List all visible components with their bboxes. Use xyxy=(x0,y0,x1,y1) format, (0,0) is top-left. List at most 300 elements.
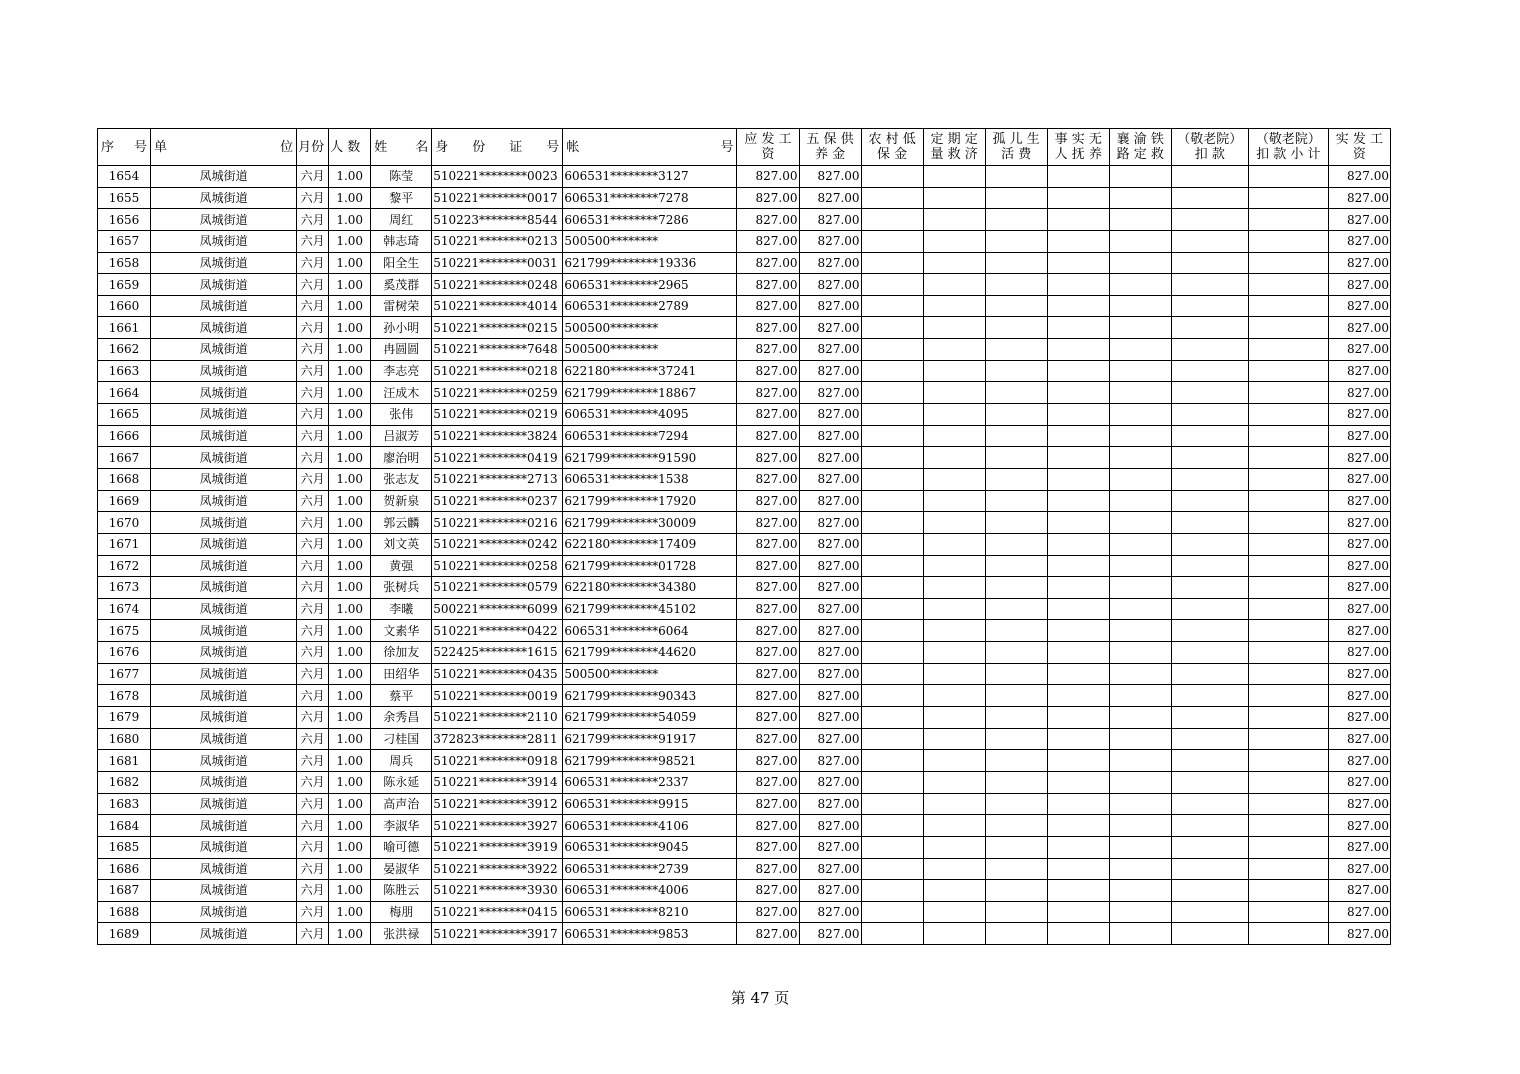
cell-seq: 1686 xyxy=(98,858,151,880)
col-nursing-deduct: （敬老院） 扣 款 xyxy=(1171,129,1248,166)
cell-nursing-deduct xyxy=(1171,901,1248,923)
cell-rural-dibao xyxy=(861,598,923,620)
cell-id: 510221********2110 xyxy=(432,707,563,729)
cell-id: 510221********3927 xyxy=(432,815,563,837)
cell-salary-due: 827.00 xyxy=(737,339,799,361)
cell-nursing-deduct-subtotal xyxy=(1248,166,1328,188)
cell-orphan-living xyxy=(985,663,1047,685)
cell-salary-paid: 827.00 xyxy=(1328,642,1390,664)
cell-salary-paid: 827.00 xyxy=(1328,880,1390,902)
cell-rural-dibao xyxy=(861,274,923,296)
cell-salary-due: 827.00 xyxy=(737,923,799,945)
cell-month: 六月 xyxy=(297,166,329,188)
cell-name: 蔡平 xyxy=(371,685,432,707)
cell-unit: 凤城街道 xyxy=(151,425,297,447)
cell-account: 606531********6064 xyxy=(563,620,737,642)
cell-month: 六月 xyxy=(297,339,329,361)
cell-name: 高声治 xyxy=(371,793,432,815)
cell-account: 606531********4006 xyxy=(563,880,737,902)
cell-salary-due: 827.00 xyxy=(737,728,799,750)
cell-salary-paid: 827.00 xyxy=(1328,555,1390,577)
cell-month: 六月 xyxy=(297,209,329,231)
cell-xiangyu-rail xyxy=(1109,295,1171,317)
col-de-facto: 事 实 无 人 抚 养 xyxy=(1047,129,1109,166)
col-id: 身 份 证 号 xyxy=(432,129,563,166)
table-row xyxy=(98,468,1391,490)
cell-rural-dibao xyxy=(861,295,923,317)
cell-unit: 凤城街道 xyxy=(151,707,297,729)
cell-nursing-deduct xyxy=(1171,923,1248,945)
cell-salary-due: 827.00 xyxy=(737,620,799,642)
header-row xyxy=(98,129,1391,166)
cell-rural-dibao xyxy=(861,360,923,382)
cell-salary-paid: 827.00 xyxy=(1328,468,1390,490)
table-row xyxy=(98,425,1391,447)
cell-de-facto xyxy=(1047,166,1109,188)
cell-salary-paid: 827.00 xyxy=(1328,447,1390,469)
cell-account: 621799********01728 xyxy=(563,555,737,577)
cell-de-facto xyxy=(1047,620,1109,642)
cell-rural-dibao xyxy=(861,533,923,555)
cell-wubao: 827.00 xyxy=(799,274,861,296)
cell-salary-paid: 827.00 xyxy=(1328,707,1390,729)
cell-name: 晏淑华 xyxy=(371,858,432,880)
cell-unit: 凤城街道 xyxy=(151,858,297,880)
cell-nursing-deduct-subtotal xyxy=(1248,360,1328,382)
cell-salary-due: 827.00 xyxy=(737,750,799,772)
cell-name: 徐加友 xyxy=(371,642,432,664)
cell-de-facto xyxy=(1047,836,1109,858)
table-row xyxy=(98,663,1391,685)
cell-account: 621799********19336 xyxy=(563,252,737,274)
cell-account: 606531********4095 xyxy=(563,404,737,426)
cell-persons: 1.00 xyxy=(329,750,371,772)
cell-nursing-deduct xyxy=(1171,858,1248,880)
cell-orphan-living xyxy=(985,360,1047,382)
cell-month: 六月 xyxy=(297,468,329,490)
table-row xyxy=(98,295,1391,317)
cell-unit: 凤城街道 xyxy=(151,447,297,469)
cell-salary-paid: 827.00 xyxy=(1328,230,1390,252)
cell-salary-paid: 827.00 xyxy=(1328,339,1390,361)
cell-wubao: 827.00 xyxy=(799,339,861,361)
col-month: 月份 xyxy=(297,129,329,166)
cell-rural-dibao xyxy=(861,858,923,880)
cell-xiangyu-rail xyxy=(1109,901,1171,923)
cell-name: 刘文英 xyxy=(371,533,432,555)
col-unit: 单 位 xyxy=(151,129,297,166)
cell-xiangyu-rail xyxy=(1109,923,1171,945)
cell-name: 张树兵 xyxy=(371,577,432,599)
col-wubao: 五 保 供 养 金 xyxy=(799,129,861,166)
cell-persons: 1.00 xyxy=(329,512,371,534)
cell-xiangyu-rail xyxy=(1109,663,1171,685)
cell-unit: 凤城街道 xyxy=(151,620,297,642)
cell-month: 六月 xyxy=(297,512,329,534)
cell-account: 606531********7278 xyxy=(563,187,737,209)
cell-nursing-deduct xyxy=(1171,685,1248,707)
cell-nursing-deduct-subtotal xyxy=(1248,923,1328,945)
cell-unit: 凤城街道 xyxy=(151,382,297,404)
cell-month: 六月 xyxy=(297,685,329,707)
cell-nursing-deduct xyxy=(1171,620,1248,642)
cell-salary-paid: 827.00 xyxy=(1328,252,1390,274)
cell-rural-dibao xyxy=(861,468,923,490)
cell-fixed-relief xyxy=(923,858,985,880)
cell-unit: 凤城街道 xyxy=(151,771,297,793)
cell-fixed-relief xyxy=(923,166,985,188)
table-row xyxy=(98,620,1391,642)
cell-salary-due: 827.00 xyxy=(737,252,799,274)
cell-nursing-deduct-subtotal xyxy=(1248,317,1328,339)
cell-month: 六月 xyxy=(297,771,329,793)
cell-rural-dibao xyxy=(861,490,923,512)
cell-account: 606531********4106 xyxy=(563,815,737,837)
cell-salary-due: 827.00 xyxy=(737,815,799,837)
cell-xiangyu-rail xyxy=(1109,187,1171,209)
cell-salary-due: 827.00 xyxy=(737,187,799,209)
cell-nursing-deduct-subtotal xyxy=(1248,555,1328,577)
cell-unit: 凤城街道 xyxy=(151,728,297,750)
cell-unit: 凤城街道 xyxy=(151,555,297,577)
cell-name: 张志友 xyxy=(371,468,432,490)
cell-salary-due: 827.00 xyxy=(737,209,799,231)
cell-month: 六月 xyxy=(297,901,329,923)
cell-xiangyu-rail xyxy=(1109,468,1171,490)
cell-persons: 1.00 xyxy=(329,555,371,577)
cell-wubao: 827.00 xyxy=(799,815,861,837)
cell-orphan-living xyxy=(985,404,1047,426)
cell-account: 606531********7286 xyxy=(563,209,737,231)
cell-account: 621799********44620 xyxy=(563,642,737,664)
cell-nursing-deduct xyxy=(1171,360,1248,382)
cell-nursing-deduct-subtotal xyxy=(1248,793,1328,815)
cell-xiangyu-rail xyxy=(1109,642,1171,664)
cell-seq: 1670 xyxy=(98,512,151,534)
cell-de-facto xyxy=(1047,512,1109,534)
cell-fixed-relief xyxy=(923,360,985,382)
cell-de-facto xyxy=(1047,728,1109,750)
cell-rural-dibao xyxy=(861,620,923,642)
cell-fixed-relief xyxy=(923,901,985,923)
cell-id: 510221********0422 xyxy=(432,620,563,642)
table-row xyxy=(98,598,1391,620)
cell-de-facto xyxy=(1047,382,1109,404)
cell-salary-due: 827.00 xyxy=(737,901,799,923)
cell-name: 周红 xyxy=(371,209,432,231)
cell-fixed-relief xyxy=(923,274,985,296)
cell-account: 606531********3127 xyxy=(563,166,737,188)
cell-account: 606531********9045 xyxy=(563,836,737,858)
cell-orphan-living xyxy=(985,187,1047,209)
cell-xiangyu-rail xyxy=(1109,577,1171,599)
cell-seq: 1683 xyxy=(98,793,151,815)
cell-persons: 1.00 xyxy=(329,382,371,404)
cell-nursing-deduct xyxy=(1171,771,1248,793)
cell-account: 621799********54059 xyxy=(563,707,737,729)
cell-month: 六月 xyxy=(297,382,329,404)
cell-salary-paid: 827.00 xyxy=(1328,685,1390,707)
cell-xiangyu-rail xyxy=(1109,404,1171,426)
cell-name: 廖治明 xyxy=(371,447,432,469)
cell-name: 李志亮 xyxy=(371,360,432,382)
cell-persons: 1.00 xyxy=(329,858,371,880)
cell-salary-paid: 827.00 xyxy=(1328,317,1390,339)
cell-wubao: 827.00 xyxy=(799,252,861,274)
cell-persons: 1.00 xyxy=(329,663,371,685)
cell-unit: 凤城街道 xyxy=(151,533,297,555)
cell-fixed-relief xyxy=(923,815,985,837)
cell-xiangyu-rail xyxy=(1109,815,1171,837)
cell-nursing-deduct xyxy=(1171,577,1248,599)
cell-id: 510221********0248 xyxy=(432,274,563,296)
cell-fixed-relief xyxy=(923,642,985,664)
cell-persons: 1.00 xyxy=(329,598,371,620)
cell-rural-dibao xyxy=(861,923,923,945)
cell-wubao: 827.00 xyxy=(799,685,861,707)
cell-nursing-deduct xyxy=(1171,274,1248,296)
cell-de-facto xyxy=(1047,360,1109,382)
cell-nursing-deduct-subtotal xyxy=(1248,685,1328,707)
cell-nursing-deduct xyxy=(1171,815,1248,837)
cell-seq: 1668 xyxy=(98,468,151,490)
cell-name: 韩志琦 xyxy=(371,230,432,252)
cell-id: 510221********3930 xyxy=(432,880,563,902)
cell-id: 510221********0419 xyxy=(432,447,563,469)
cell-nursing-deduct-subtotal xyxy=(1248,252,1328,274)
cell-account: 606531********9915 xyxy=(563,793,737,815)
cell-fixed-relief xyxy=(923,230,985,252)
col-salary-paid: 实 发 工 资 xyxy=(1328,129,1390,166)
cell-salary-paid: 827.00 xyxy=(1328,620,1390,642)
cell-de-facto xyxy=(1047,295,1109,317)
cell-fixed-relief xyxy=(923,771,985,793)
cell-xiangyu-rail xyxy=(1109,598,1171,620)
cell-de-facto xyxy=(1047,252,1109,274)
cell-wubao: 827.00 xyxy=(799,663,861,685)
cell-id: 510221********0435 xyxy=(432,663,563,685)
cell-salary-due: 827.00 xyxy=(737,468,799,490)
cell-seq: 1680 xyxy=(98,728,151,750)
cell-seq: 1687 xyxy=(98,880,151,902)
cell-salary-paid: 827.00 xyxy=(1328,901,1390,923)
cell-wubao: 827.00 xyxy=(799,880,861,902)
cell-nursing-deduct-subtotal xyxy=(1248,836,1328,858)
cell-salary-paid: 827.00 xyxy=(1328,382,1390,404)
cell-orphan-living xyxy=(985,274,1047,296)
cell-persons: 1.00 xyxy=(329,685,371,707)
cell-rural-dibao xyxy=(861,771,923,793)
cell-seq: 1689 xyxy=(98,923,151,945)
cell-fixed-relief xyxy=(923,187,985,209)
cell-salary-due: 827.00 xyxy=(737,360,799,382)
table-row xyxy=(98,771,1391,793)
cell-rural-dibao xyxy=(861,166,923,188)
cell-rural-dibao xyxy=(861,317,923,339)
cell-fixed-relief xyxy=(923,468,985,490)
cell-salary-due: 827.00 xyxy=(737,858,799,880)
cell-id: 510221********0579 xyxy=(432,577,563,599)
cell-salary-due: 827.00 xyxy=(737,317,799,339)
cell-wubao: 827.00 xyxy=(799,295,861,317)
cell-xiangyu-rail xyxy=(1109,728,1171,750)
table-row xyxy=(98,577,1391,599)
cell-salary-due: 827.00 xyxy=(737,577,799,599)
cell-id: 510221********3917 xyxy=(432,923,563,945)
cell-name: 陈永延 xyxy=(371,771,432,793)
cell-id: 510221********0216 xyxy=(432,512,563,534)
cell-month: 六月 xyxy=(297,555,329,577)
cell-nursing-deduct xyxy=(1171,512,1248,534)
cell-name: 吕淑芳 xyxy=(371,425,432,447)
table-row xyxy=(98,187,1391,209)
cell-persons: 1.00 xyxy=(329,642,371,664)
cell-orphan-living xyxy=(985,685,1047,707)
cell-name: 贺新泉 xyxy=(371,490,432,512)
cell-wubao: 827.00 xyxy=(799,793,861,815)
cell-name: 喻可德 xyxy=(371,836,432,858)
cell-seq: 1659 xyxy=(98,274,151,296)
col-nursing-deduct-subtotal: （敬老院） 扣 款 小 计 xyxy=(1248,129,1328,166)
cell-nursing-deduct-subtotal xyxy=(1248,512,1328,534)
cell-salary-paid: 827.00 xyxy=(1328,360,1390,382)
cell-salary-due: 827.00 xyxy=(737,490,799,512)
cell-salary-paid: 827.00 xyxy=(1328,771,1390,793)
cell-name: 雷树荣 xyxy=(371,295,432,317)
cell-de-facto xyxy=(1047,209,1109,231)
cell-seq: 1681 xyxy=(98,750,151,772)
cell-xiangyu-rail xyxy=(1109,209,1171,231)
table-body xyxy=(98,166,1391,945)
cell-fixed-relief xyxy=(923,512,985,534)
cell-seq: 1658 xyxy=(98,252,151,274)
cell-wubao: 827.00 xyxy=(799,901,861,923)
cell-xiangyu-rail xyxy=(1109,858,1171,880)
cell-account: 622180********37241 xyxy=(563,360,737,382)
cell-orphan-living xyxy=(985,230,1047,252)
cell-seq: 1661 xyxy=(98,317,151,339)
cell-salary-paid: 827.00 xyxy=(1328,166,1390,188)
cell-unit: 凤城街道 xyxy=(151,577,297,599)
cell-month: 六月 xyxy=(297,230,329,252)
cell-unit: 凤城街道 xyxy=(151,836,297,858)
cell-month: 六月 xyxy=(297,707,329,729)
cell-month: 六月 xyxy=(297,642,329,664)
cell-seq: 1666 xyxy=(98,425,151,447)
cell-nursing-deduct xyxy=(1171,555,1248,577)
cell-xiangyu-rail xyxy=(1109,836,1171,858)
page-number: 第 47 页 xyxy=(730,989,790,1007)
cell-persons: 1.00 xyxy=(329,187,371,209)
cell-nursing-deduct xyxy=(1171,230,1248,252)
cell-rural-dibao xyxy=(861,425,923,447)
cell-fixed-relief xyxy=(923,295,985,317)
cell-rural-dibao xyxy=(861,685,923,707)
cell-nursing-deduct-subtotal xyxy=(1248,404,1328,426)
cell-orphan-living xyxy=(985,728,1047,750)
table-row xyxy=(98,230,1391,252)
cell-salary-due: 827.00 xyxy=(737,685,799,707)
cell-account: 621799********30009 xyxy=(563,512,737,534)
cell-orphan-living xyxy=(985,858,1047,880)
cell-account: 621799********17920 xyxy=(563,490,737,512)
cell-persons: 1.00 xyxy=(329,923,371,945)
cell-nursing-deduct-subtotal xyxy=(1248,490,1328,512)
cell-salary-paid: 827.00 xyxy=(1328,577,1390,599)
cell-orphan-living xyxy=(985,577,1047,599)
cell-month: 六月 xyxy=(297,490,329,512)
cell-orphan-living xyxy=(985,771,1047,793)
cell-salary-paid: 827.00 xyxy=(1328,793,1390,815)
cell-de-facto xyxy=(1047,771,1109,793)
cell-wubao: 827.00 xyxy=(799,468,861,490)
cell-id: 510221********0019 xyxy=(432,685,563,707)
cell-de-facto xyxy=(1047,468,1109,490)
cell-nursing-deduct-subtotal xyxy=(1248,382,1328,404)
cell-salary-due: 827.00 xyxy=(737,880,799,902)
cell-account: 606531********2965 xyxy=(563,274,737,296)
cell-name: 李曦 xyxy=(371,598,432,620)
cell-month: 六月 xyxy=(297,663,329,685)
cell-rural-dibao xyxy=(861,339,923,361)
col-xiangyu-rail: 襄 渝 铁 路 定 救 xyxy=(1109,129,1171,166)
cell-unit: 凤城街道 xyxy=(151,923,297,945)
cell-persons: 1.00 xyxy=(329,533,371,555)
cell-salary-paid: 827.00 xyxy=(1328,404,1390,426)
cell-account: 621799********98521 xyxy=(563,750,737,772)
cell-id: 510221********4014 xyxy=(432,295,563,317)
cell-fixed-relief xyxy=(923,317,985,339)
cell-rural-dibao xyxy=(861,815,923,837)
cell-fixed-relief xyxy=(923,577,985,599)
cell-persons: 1.00 xyxy=(329,793,371,815)
cell-month: 六月 xyxy=(297,447,329,469)
cell-orphan-living xyxy=(985,468,1047,490)
table-row xyxy=(98,923,1391,945)
cell-month: 六月 xyxy=(297,317,329,339)
cell-salary-paid: 827.00 xyxy=(1328,836,1390,858)
table-row xyxy=(98,880,1391,902)
cell-wubao: 827.00 xyxy=(799,382,861,404)
cell-id: 510221********0017 xyxy=(432,187,563,209)
cell-nursing-deduct-subtotal xyxy=(1248,295,1328,317)
cell-month: 六月 xyxy=(297,274,329,296)
cell-name: 田绍华 xyxy=(371,663,432,685)
table-row xyxy=(98,209,1391,231)
cell-id: 510221********0258 xyxy=(432,555,563,577)
table-row xyxy=(98,339,1391,361)
cell-unit: 凤城街道 xyxy=(151,750,297,772)
cell-persons: 1.00 xyxy=(329,447,371,469)
cell-persons: 1.00 xyxy=(329,836,371,858)
cell-orphan-living xyxy=(985,815,1047,837)
cell-wubao: 827.00 xyxy=(799,187,861,209)
cell-xiangyu-rail xyxy=(1109,490,1171,512)
cell-month: 六月 xyxy=(297,360,329,382)
cell-wubao: 827.00 xyxy=(799,230,861,252)
cell-seq: 1675 xyxy=(98,620,151,642)
cell-month: 六月 xyxy=(297,404,329,426)
cell-salary-due: 827.00 xyxy=(737,512,799,534)
cell-wubao: 827.00 xyxy=(799,750,861,772)
cell-xiangyu-rail xyxy=(1109,685,1171,707)
cell-fixed-relief xyxy=(923,750,985,772)
cell-account: 606531********9853 xyxy=(563,923,737,945)
cell-name: 孙小明 xyxy=(371,317,432,339)
cell-fixed-relief xyxy=(923,620,985,642)
cell-orphan-living xyxy=(985,598,1047,620)
cell-month: 六月 xyxy=(297,793,329,815)
